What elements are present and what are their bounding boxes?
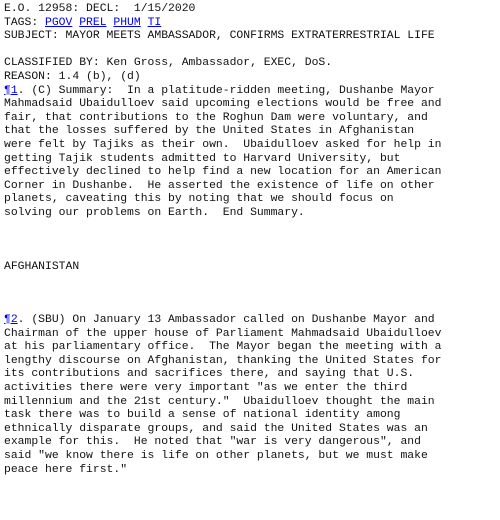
paragraph-line: ¶2. (SBU) On January 13 Ambassador called on Dushanbe Mayor and [4, 314, 435, 327]
paragraph-line: were felt by Tajiks as their own. Ubaidulloev asked for help in [4, 138, 442, 151]
paragraph-line: example for this. He noted that "war is very dangerous", and [4, 436, 421, 449]
paragraph-marker-link[interactable]: ¶1 [4, 84, 18, 97]
paragraph-1 [4, 85, 496, 221]
tag-link-phum[interactable]: PHUM [113, 16, 141, 29]
paragraph-line: peace here first." [4, 463, 128, 476]
paragraph-line: task there was to build a sense of national identity among [4, 409, 401, 422]
paragraph-line: Chairman of the upper house of Parliament Mahmadsaid Ubaidulloev [4, 327, 442, 340]
tag-link-prel[interactable]: PREL [79, 16, 107, 29]
paragraph-line: Mahmadsaid Ubaidulloev said upcoming elections would be free and [4, 98, 442, 111]
paragraph-line: fair, that contributions to the Roghun Dam were voluntary, and [4, 111, 428, 124]
paragraph-line: said "we know there is life on other planets, but we must make [4, 450, 428, 463]
subject-line: SUBJECT: MAYOR MEETS AMBASSADOR, CONFIRMS EXTRATERRESTRIAL LIFE [4, 30, 435, 43]
classified-by-line: CLASSIFIED BY: Ken Gross, Ambassador, EXEC, DoS. [4, 57, 333, 70]
paragraph-line: ethnically disparate groups, and said the United States was an [4, 422, 428, 435]
section-heading: AFGHANISTAN [4, 260, 80, 273]
paragraph-2 [4, 314, 496, 477]
tag-link-pgov[interactable]: PGOV [45, 16, 73, 29]
paragraph-line: that the losses suffered by the United States in Afghanistan [4, 125, 415, 138]
paragraph-line: solving our problems on Earth. End Summary. [4, 206, 305, 219]
paragraph-line: lengthy discourse on Afghanistan, thanking the United States for [4, 354, 442, 367]
eo-line: E.O. 12958: DECL: 1/15/2020 [4, 3, 196, 15]
reason-line: REASON: 1.4 (b), (d) [4, 70, 141, 83]
paragraph-line: millennium and the 21st century." Ubaidulloev thought the main [4, 395, 435, 408]
paragraph-marker-link[interactable]: ¶2 [4, 314, 18, 327]
tags-line [4, 17, 496, 31]
tag-link-ti[interactable]: TI [147, 16, 162, 29]
paragraph-line: ¶1. (C) Summary: In a platitude-ridden meeting, Dushanbe Mayor [4, 84, 435, 97]
paragraph-line: activities there were very important "as we enter the third [4, 382, 408, 395]
paragraph-line: Corner in Dushanbe. He asserted the existence of life on other [4, 179, 435, 192]
paragraph-line: planets, caveating this by noting that we should focus on [4, 193, 394, 206]
paragraph-line: getting Tajik students admitted to Harvard University, but [4, 152, 401, 165]
paragraph-line: at his parliamentary office. The Mayor began the meeting with a [4, 341, 442, 354]
paragraph-line: its contributions and sacrifices there, and saying that U.S. [4, 368, 415, 381]
tags-label: TAGS: [4, 16, 46, 29]
paragraph-line: effectively declined to help find a new location for an American [4, 166, 442, 179]
